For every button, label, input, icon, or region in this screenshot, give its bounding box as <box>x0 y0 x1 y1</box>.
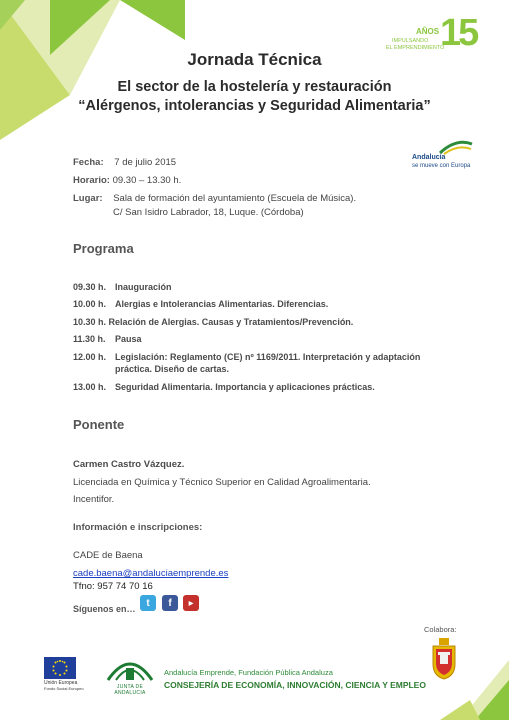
eu-logo-line2: Fondo Social Europeo <box>44 686 84 691</box>
programa-heading: Programa <box>73 241 134 256</box>
anniversary-line1: IMPULSANDO <box>392 38 429 44</box>
info-email-link[interactable]: cade.baena@andaluciaemprende.es <box>73 568 229 579</box>
page-subtitle-quote: “Alérgenos, intolerancias y Seguridad Alimentaria” <box>78 98 431 114</box>
program-text: Seguridad Alimentaria. Importancia y aplicaciones prácticas. <box>115 382 375 392</box>
speaker-name: Carmen Castro Vázquez. <box>73 459 185 470</box>
program-item <box>73 298 328 310</box>
program-time: 13.00 h. <box>73 382 107 392</box>
speaker-degree: Licenciada en Química y Técnico Superior en Calidad Agroalimentaria. <box>73 477 371 488</box>
anniversary-line2: EL EMPRENDIMIENTO <box>386 45 445 51</box>
junta-emblem-icon <box>104 654 156 682</box>
program-text: Alergias e Intolerancias Alimentarias. Diferencias. <box>115 299 329 309</box>
info-phone: Tfno: 957 74 70 16 <box>73 581 153 592</box>
twitter-icon[interactable]: t <box>140 595 156 611</box>
page-title: Jornada Técnica <box>187 50 322 69</box>
speaker-company: Incentifor. <box>73 494 115 505</box>
lugar-value: Sala de formación del ayuntamiento (Escuela de Música). <box>113 193 357 204</box>
eu-logo <box>44 657 84 691</box>
program-item <box>73 333 142 345</box>
program-item <box>73 281 172 293</box>
fecha-row <box>73 157 176 168</box>
anniversary-word: AÑOS <box>416 27 440 36</box>
triangle-shape <box>120 0 185 40</box>
lugar-label: Lugar: <box>73 193 103 204</box>
program-item <box>73 351 420 375</box>
colabora-label: Colabora: <box>424 625 457 634</box>
program-text-continuation: práctica. Diseño de cartas. <box>115 364 230 374</box>
corner-triangles-decoration <box>0 0 190 140</box>
program-text: Relación de Alergias. Causas y Tratamientos/Prevención. <box>108 317 354 327</box>
program-text: Pausa <box>115 334 142 344</box>
footer-org-line1: Andalucía Emprende, Fundación Pública Andaluza <box>164 668 333 677</box>
junta-logo <box>104 654 156 696</box>
page-subtitle: El sector de la hostelería y restauración <box>117 79 392 95</box>
youtube-icon[interactable]: ▶ <box>183 595 199 611</box>
program-text: Inauguración <box>115 282 172 292</box>
andalucia-logo-line2: se mueve con Europa <box>412 163 471 169</box>
eu-logo-line1: Unión Europea <box>44 680 78 686</box>
lugar-row <box>73 193 356 204</box>
follow-label: Síguenos en… <box>73 604 136 614</box>
andalucia-logo-line1: Andalucía <box>412 154 446 161</box>
fecha-label: Fecha: <box>73 157 104 168</box>
horario-label: Horario: <box>73 175 110 186</box>
program-item <box>73 381 375 393</box>
andalucia-europa-logo <box>410 140 476 174</box>
footer-org-line2: CONSEJERÍA DE ECONOMÍA, INNOVACIÓN, CIENCIA Y EMPLEO <box>164 680 426 690</box>
info-heading: Información e inscripciones: <box>73 522 203 533</box>
program-time: 11.30 h. <box>73 334 106 344</box>
horario-row <box>73 175 181 186</box>
corner-triangles-decoration <box>440 660 509 720</box>
program-time: 10.30 h. <box>73 317 107 327</box>
info-center: CADE de Baena <box>73 550 143 561</box>
eu-flag-icon <box>44 657 76 679</box>
program-item <box>73 316 353 328</box>
program-text: Legislación: Reglamento (CE) nº 1169/2011. Interpretación y adaptación <box>115 352 421 362</box>
facebook-icon[interactable]: f <box>162 595 178 611</box>
horario-value: 09.30 – 13.30 h. <box>112 175 182 186</box>
lugar-address: C/ San Isidro Labrador, 18, Luque. (Córdoba) <box>113 207 304 218</box>
fecha-value: 7 de julio 2015 <box>114 157 177 168</box>
junta-logo-text: JUNTA DE ANDALUCIA <box>114 684 146 696</box>
program-time: 12.00 h. <box>73 352 107 362</box>
anniversary-number: 15 <box>440 12 477 54</box>
ponente-heading: Ponente <box>73 417 125 432</box>
program-time: 09.30 h. <box>73 282 107 292</box>
program-time: 10.00 h. <box>73 299 107 309</box>
